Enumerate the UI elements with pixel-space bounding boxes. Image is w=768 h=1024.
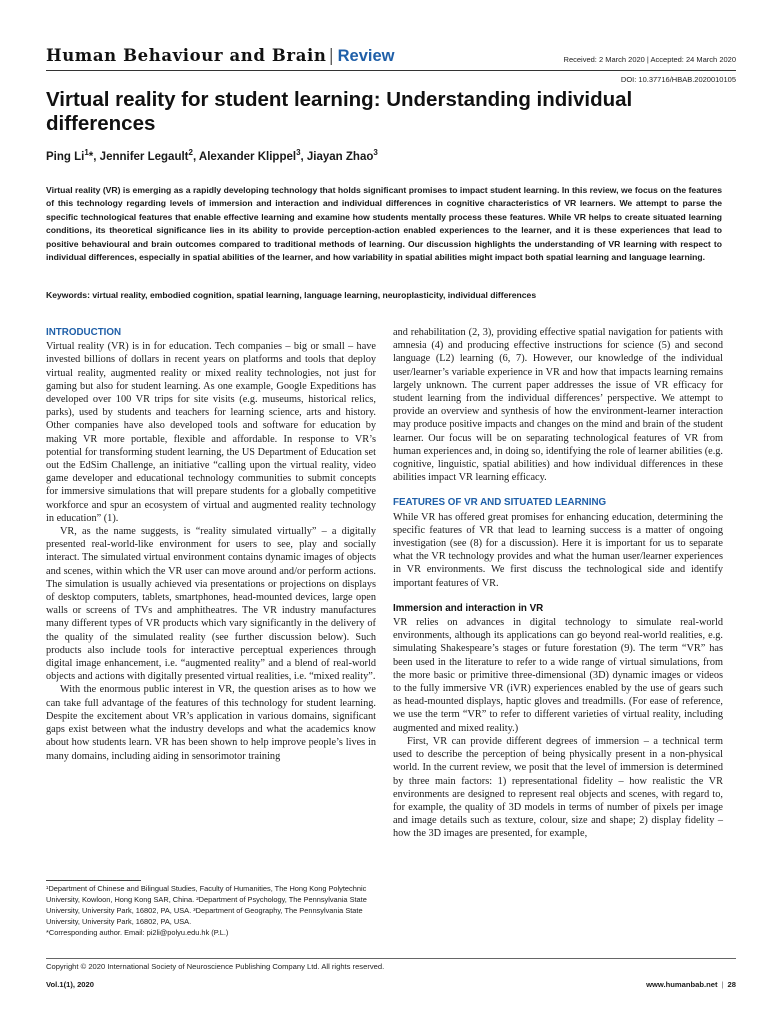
right-column <box>393 326 723 841</box>
received-accepted-dates: Received: 2 March 2020 | Accepted: 24 March 2020 <box>563 55 736 64</box>
copyright: Copyright © 2020 International Society of Neuroscience Publishing Company Ltd. All rights reserved. <box>46 962 385 971</box>
author: Jiayan Zhao$^3$ <box>306 148 378 163</box>
footnotes <box>46 883 376 938</box>
section-heading-features: FEATURES OF VR AND SITUATED LEARNING <box>393 497 607 509</box>
author: Ping Li$^1$*, <box>46 148 100 163</box>
paragraph: VR, as the name suggests, is “reality simulated virtually” – a digitally presented real-world-like environment for users to see, play and socially interact. The simulated virtual environment contains dynamic images of objects and scenes, within which the VR user can move around and/or perform actions. The simulation is usually achieved via presentations or projections on displays of desktop computers, tablets, smartphones, head-mounted devices, large open walls or screens of TVs and amphitheatres. The VR industry manufactures many different types of VR products which vary significantly in the delivery of the quality of the simulated reality (see further discussion below). Such products also include tools for interactive perceptual experiences through digital image enhancement, i.e. “augmented reality” and a blend of real-world objects and actions with digitally presented virtual realities, i.e. “mixed reality”. <box>46 526 376 683</box>
journal-header <box>46 46 736 72</box>
spacer <box>393 590 723 602</box>
volume-info: Vol.1(1), 2020 <box>46 980 94 989</box>
paragraph: With the enormous public interest in VR, the question arises as to how we can take full advantage of the features of this technology for student learning. Despite the excitement about VR’s application in various domains, significant gaps exist between what the industry develops and what the academics know about how students learn. VR has been shown to help improve people’s lives in many domains, including aiding in sensorimotor training <box>46 684 376 762</box>
left-column <box>46 326 376 763</box>
footer-right <box>646 980 736 989</box>
subsection-heading-immersion: Immersion and interaction in VR <box>393 602 544 614</box>
paragraph: While VR has offered great promises for enhancing education, determining the specific features of VR that lead to learning success is a matter of ongoing investigation (see (8) for a discussion). Here it is important for us to separate what the VR technology provides and what the human user/learner experiences in VR environments. We first discuss the technological side and identify important features of VR. <box>393 511 723 589</box>
keywords: Keywords: virtual reality, embodied cognition, spatial learning, language learning, neuroplasticity, individual differences <box>46 290 537 300</box>
abstract: Virtual reality (VR) is emerging as a rapidly developing technology that holds significant promises to impact student learning. In this review, we focus on the features of this technology regarding levels of immersion and interaction and individual differences in cognitive characteristics of VR learners. We attempt to parse the specific technological features that enable effective learning and examine how students mentally process these features. While VR helps to create situated learning conditions, its theoretical significance lies in its ability to provide perception-action enabled experiences to the learner, and it is these experiences that lead to positive behavioural and brain outcomes compared to traditional methods of learning. Our discussion highlights the understanding of VR learning with respect to individual differences, especially in spatial abilities of the learner, and how variability in spatial abilities might impact both spatial learning and language learning. <box>46 185 722 263</box>
header-rule <box>46 70 736 71</box>
paragraph: and rehabilitation (2, 3), providing effective spatial navigation for patients with amnesia (4) and producing effective instructions for science (5) and second language (L2) learning (6, 7). However, our knowledge of the individual user/learner’s variable experience in VR and how that impacts learning remains largely unknown. The current paper addresses the issue of VR efficacy for student learning from the individual differences’ perspective. We attempt to provide an overview and synthesis of how the environment-learner interaction may produce positive impacts and changes on the mind and brain of the student learner. Our focus will be on separating technological features of VR from human experiences and, in doing so, identifying the role of learner abilities (e.g. cognitive, linguistic, spatial abilities) and how individual differences in these abilities impact VR learning efficacy. <box>393 327 723 484</box>
footnote-rule <box>46 880 141 881</box>
section-label: Review <box>337 47 395 65</box>
paragraph: Virtual reality (VR) is in for education. Tech companies – big or small – have invested billions of dollars in recent years on platforms and tools that deploy virtual reality, augmented reality or mixed reality technologies, not just for gaming but also for student learning. As one example, Google Expeditions has developed over 100 VR trips for site visits (e.g. museums, historical relics, parks), used by students and teachers for learning science, arts and history. Other companies have also developed tools and software for education by making VR more portable, flexible and affordable. In response to VR’s potential for transforming student learning, the US Department of Education set out the EdSim Challenge, an initiative “calling upon the virtual reality, video game developer and educational technology communities to submit concepts for immersive simulations that will prepare students for a globally competitive workforce and spur an ecosystem of virtual and augmented reality technology in education” (1). <box>46 341 376 524</box>
author: Alexander Klippel$^3$, <box>198 148 307 163</box>
website-link[interactable]: www.humanbab.net <box>646 980 718 989</box>
article-title: Virtual reality for student learning: Understanding individual differences <box>46 88 633 135</box>
footer-separator: | <box>721 980 724 989</box>
doi: DOI: 10.37716/HBAB.2020010105 <box>620 75 736 84</box>
footer-rule <box>46 958 736 959</box>
corresponding-author: *Corresponding author. Email: pi2li@polyu.edu.hk (P.L.) <box>46 928 229 937</box>
paragraph: First, VR can provide different degrees of immersion – a technical term used to describe the perception of being physically present in a non-physical world. In the current review, we posit that the level of immersion is determined by three main factors: 1) representational fidelity – how realistic the VR environments are designed to represent real objects and scenes, with regard to, for example, the quality of 3D models in terms of number of pixels per image and image details such as texture, colour, size and shape; 2) display fidelity – how the 3D images are presented, for example, <box>393 735 723 840</box>
page-number: 28 <box>727 980 736 989</box>
section-heading-introduction: INTRODUCTION <box>46 327 122 338</box>
spacer <box>393 484 723 496</box>
journal-name <box>46 46 395 66</box>
affiliations: ¹Department of Chinese and Bilingual Studies, Faculty of Humanities, The Hong Kong Polytechnic University, Kowloon, Hong Kong SAR, China. ²Department of Psychology, The Pennsylvania State University, University Park, 16802, PA, USA. ³Department of Geography, The Pennsylvania State University, University Park, 16802, PA, USA. <box>46 884 367 926</box>
header-separator: | <box>328 46 335 65</box>
paragraph: VR relies on advances in digital technology to simulate real-world environments, although its applications can go beyond real-world realities, e.g. simulating Shakespeare’s stages or future forestation (9). The term “VR” has been used in the literature to refer to a wide range of virtual simulations, from the more basic or primitive three-dimensional (3D) dynamic images or videos to the fully immersive VR (iVR) experiences enabled by the use of gears such as head-mounted displays, haptic gloves and treadmills. (For ease of reference, we use the term “VR” to refer to different varieties of virtual reality, including augmented and mixed reality.) <box>393 617 723 734</box>
author: Jennifer Legault$^2$, <box>99 148 199 163</box>
author-list <box>46 148 378 163</box>
journal-title: Human Behaviour and Brain <box>46 46 327 65</box>
